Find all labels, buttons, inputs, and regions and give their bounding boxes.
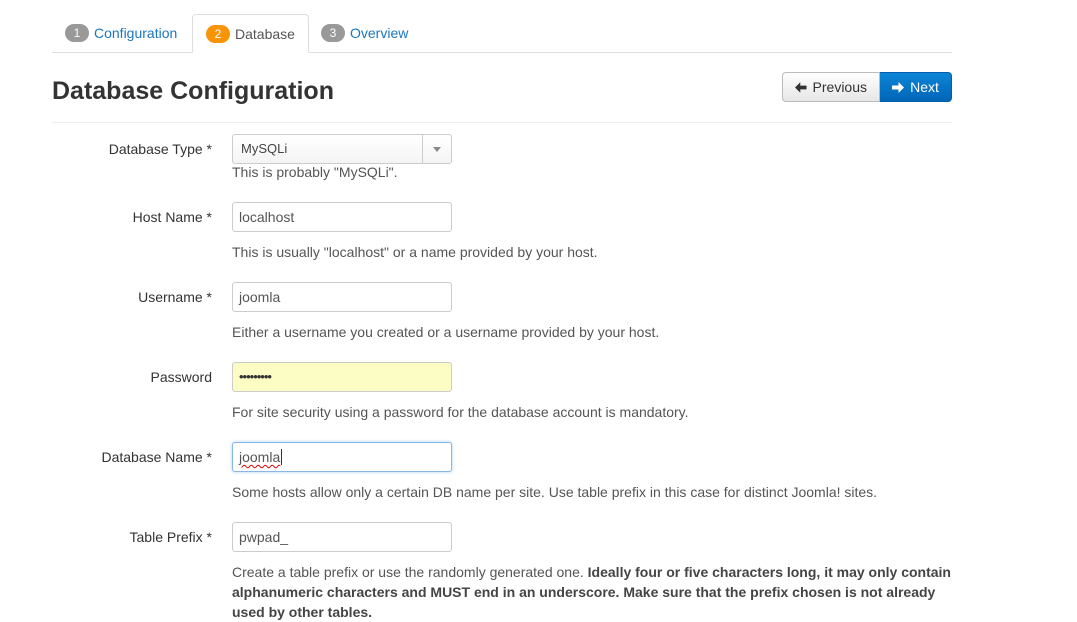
arrow-right-icon — [892, 82, 904, 93]
previous-label: Previous — [812, 79, 867, 95]
tab-label: Configuration — [94, 24, 178, 41]
password-label: Password — [150, 369, 212, 385]
database-name-help: Some hosts allow only a certain DB name per site. Use table prefix in this case for distinct Joomla! sites. — [232, 484, 878, 500]
step-number-badge: 1 — [65, 24, 89, 42]
database-type-value: MySQLi — [241, 141, 288, 156]
arrow-left-icon — [795, 82, 807, 93]
tab-database[interactable] — [192, 14, 309, 53]
password-help: For site security using a password for the database account is mandatory. — [232, 404, 689, 420]
previous-button[interactable] — [782, 72, 880, 102]
tab-label: Overview — [350, 24, 409, 41]
table-prefix-input[interactable]: pwpad_ — [232, 522, 452, 552]
host-name-input[interactable]: localhost — [232, 202, 452, 232]
database-type-select[interactable] — [232, 134, 452, 164]
text-caret — [281, 449, 282, 465]
page-title: Database Configuration — [52, 77, 334, 105]
password-input[interactable]: ••••••••• — [232, 362, 452, 392]
database-name-input[interactable] — [232, 442, 452, 472]
table-prefix-label: Table Prefix * — [129, 529, 212, 545]
step-number-badge: 3 — [321, 24, 345, 42]
host-name-help: This is usually "localhost" or a name provided by your host. — [232, 244, 598, 260]
divider — [52, 122, 952, 123]
table-prefix-help — [232, 562, 954, 622]
tab-label: Database — [235, 25, 295, 42]
database-name-label: Database Name * — [101, 449, 212, 465]
table-prefix-help-text: Create a table prefix or use the randomly generated one. — [232, 564, 588, 580]
step-number-badge: 2 — [206, 25, 230, 43]
database-type-help: This is probably "MySQLi". — [232, 164, 398, 180]
chevron-down-icon — [422, 135, 451, 163]
username-help: Either a username you created or a username provided by your host. — [232, 324, 660, 340]
step-tabs — [52, 14, 952, 53]
next-button[interactable] — [880, 72, 952, 102]
username-input[interactable]: joomla — [232, 282, 452, 312]
tab-configuration[interactable] — [52, 14, 190, 51]
database-type-label: Database Type * — [108, 141, 212, 157]
database-name-value: joomla — [239, 449, 281, 465]
tab-overview[interactable] — [308, 14, 421, 51]
table-prefix-help-emphasis: Ideally four or five characters long, it may only contain alphanumeric characters and MUST end in an underscore. Make sure that the prefix chosen is not already used by other tables. — [232, 564, 951, 620]
host-name-label: Host Name * — [132, 209, 212, 225]
username-label: Username * — [138, 289, 212, 305]
wizard-nav — [782, 72, 952, 102]
next-label: Next — [910, 79, 939, 95]
